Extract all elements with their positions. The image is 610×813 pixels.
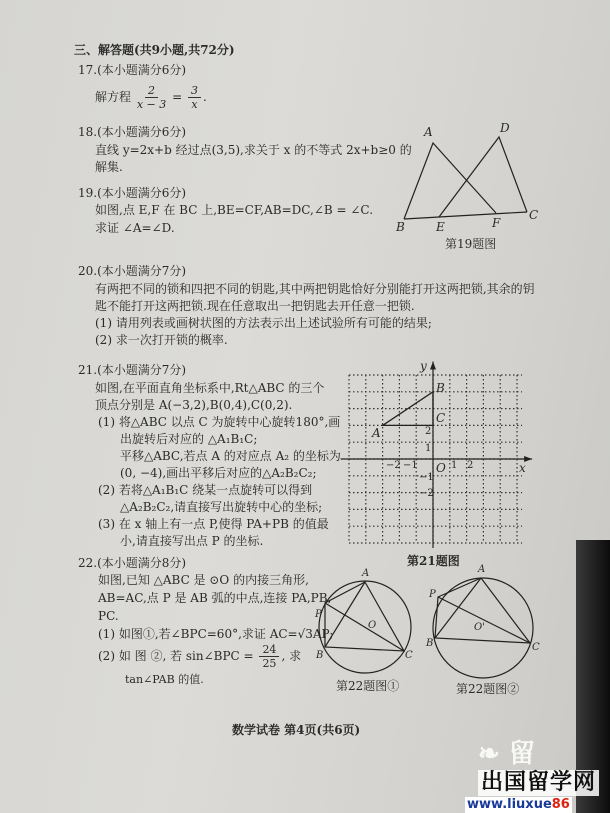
fig22-1-label-a: A — [362, 568, 370, 579]
q21-line: 顶点分别是 A(−3,2),B(0,4),C(0,2). — [95, 398, 293, 412]
q17-prefix: 解方程 — [95, 90, 132, 104]
q22-line1: 如图,已知 △ABC 是 ⊙O 的内接三角形, — [98, 573, 309, 587]
fig21-origin: O — [436, 461, 446, 475]
q22-line2: AB=AC,点 P 是 AB 弧的中点,连接 PA,PB, — [98, 591, 332, 605]
fig22-2-label-a: A — [478, 564, 486, 575]
fig21-ytick: −1 — [419, 472, 434, 483]
fig22-2-label-c: C — [532, 642, 540, 653]
q19-line2: 求证 ∠A=∠D. — [95, 221, 175, 235]
q21-part3: 小,请直接写出点 P 的坐标. — [120, 534, 264, 548]
q17-equation: 解方程 $\frac{2}{x - 3}$ = $\frac{3}{x}$ . — [95, 84, 207, 111]
fig21-ytick: 1 — [425, 443, 432, 454]
fig22-1-label-c: C — [405, 650, 413, 661]
fig22-2-label-b: B — [426, 638, 434, 649]
fig21-label-b: B — [436, 381, 445, 395]
fig22-1 — [319, 581, 411, 673]
q17-rhs: $\frac{3}{x}$ — [188, 84, 201, 111]
q22-part1: (1) 如图①,若∠BPC=60°,求证 AC=√3AP; — [98, 627, 334, 641]
fig19-label-c: C — [529, 208, 539, 222]
q19-line1: 如图,点 E,F 在 BC 上,BE=CF,AB=DC,∠B = ∠C. — [95, 203, 374, 217]
fig22-1-label-b: B — [316, 650, 324, 661]
fig22-1-label-o: O — [368, 620, 377, 631]
fig19-label-b: B — [396, 220, 405, 234]
watermark-name: 出国留学网 — [478, 770, 599, 796]
q18-line2: 解集. — [95, 160, 123, 174]
fig21-y-label: y — [420, 359, 427, 373]
fig21-xtick: −1 — [403, 460, 418, 471]
fig21-label-c: C — [436, 411, 446, 425]
page-footer: 数学试卷 第4页(共6页) — [232, 723, 361, 737]
q19-title: 19.(本小题满分6分) — [78, 186, 187, 200]
q18-title: 18.(本小题满分6分) — [78, 125, 187, 139]
q21-part2: △A₂B₂C₂,请直接写出旋转中心的坐标; — [120, 500, 323, 514]
fig21-xtick: −2 — [386, 460, 401, 471]
q22-line3: PC. — [98, 609, 119, 623]
q20-title: 20.(本小题满分7分) — [78, 264, 187, 278]
fig22-1-label-p: P — [315, 609, 322, 620]
q21-title: 21.(本小题满分7分) — [78, 363, 187, 377]
q20-part2: (2) 求一次打开锁的概率. — [95, 333, 228, 347]
watermark-logo: ❧ 留 — [478, 739, 535, 769]
fig19-label-a: A — [424, 125, 433, 139]
q21-part1: 平移△ABC,若点 A 的对应点 A₂ 的坐标为 — [120, 449, 341, 463]
q21-part1: (1) 将△ABC 以点 C 为旋转中心旋转180°,画 — [98, 415, 341, 429]
q17-lhs: $\frac{2}{x - 3}$ — [136, 84, 167, 111]
fig21-caption: 第21题图 — [407, 554, 460, 568]
q21-part1: (0, −4),画出平移后对应的△A₂B₂C₂; — [120, 466, 317, 480]
fig21-label-a: A — [372, 426, 381, 440]
fig21-xtick: 2 — [467, 460, 474, 471]
fig19-label-f: F — [492, 216, 501, 230]
q22-title: 22.(本小题满分8分) — [78, 556, 187, 570]
section-header: 三、解答题(共9小题,共72分) — [74, 43, 235, 57]
q22-part2: (2) 如 图 ②, 若 sin∠BPC = $\frac{24}{25}$ , 求 — [98, 643, 302, 670]
fig19-label-e: E — [436, 220, 445, 234]
q20-part1: (1) 请用列表或画树状图的方法表示出上述试验所有可能的结果; — [95, 316, 432, 330]
q21-part1: 出旋转后对应的 △A₁B₁C; — [120, 432, 258, 446]
q17-title: 17.(本小题满分6分) — [78, 63, 187, 77]
q18-line1: 直线 y=2x+b 经过点(3,5),求关于 x 的不等式 2x+b≥0 的 — [95, 143, 412, 157]
q20-line2: 匙不能打开这两把锁.现在任意取出一把钥匙去开任意一把锁. — [95, 299, 415, 313]
fig22-2-label-o: O' — [474, 622, 485, 633]
q20-line1: 有两把不同的锁和四把不同的钥匙,其中两把钥匙恰好分别能打开这两把锁,其余的钥 — [95, 282, 535, 296]
q22-part2-line2: tan∠PAB 的值. — [125, 673, 204, 686]
fig22-1-caption: 第22题图① — [336, 679, 400, 693]
fig21-ytick: −2 — [419, 488, 434, 499]
fig19-label-d: D — [500, 121, 510, 135]
fig19-caption: 第19题图 — [445, 237, 497, 251]
fig21-xtick: 1 — [451, 460, 458, 471]
watermark-url: www.liuxue86 — [467, 797, 570, 812]
q21-part2: (2) 若将△A₁B₁C 绕某一点旋转可以得到 — [98, 483, 313, 497]
fig22-2-label-p: P — [429, 589, 436, 600]
q21-line: 如图,在平面直角坐标系中,Rt△ABC 的三个 — [95, 381, 325, 395]
fig22-2-caption: 第22题图② — [456, 682, 520, 696]
fig21-ytick: 2 — [425, 426, 432, 437]
fig21-x-label: x — [519, 461, 526, 475]
q21-part3: (3) 在 x 轴上有一点 P,使得 PA+PB 的值最 — [98, 517, 329, 531]
